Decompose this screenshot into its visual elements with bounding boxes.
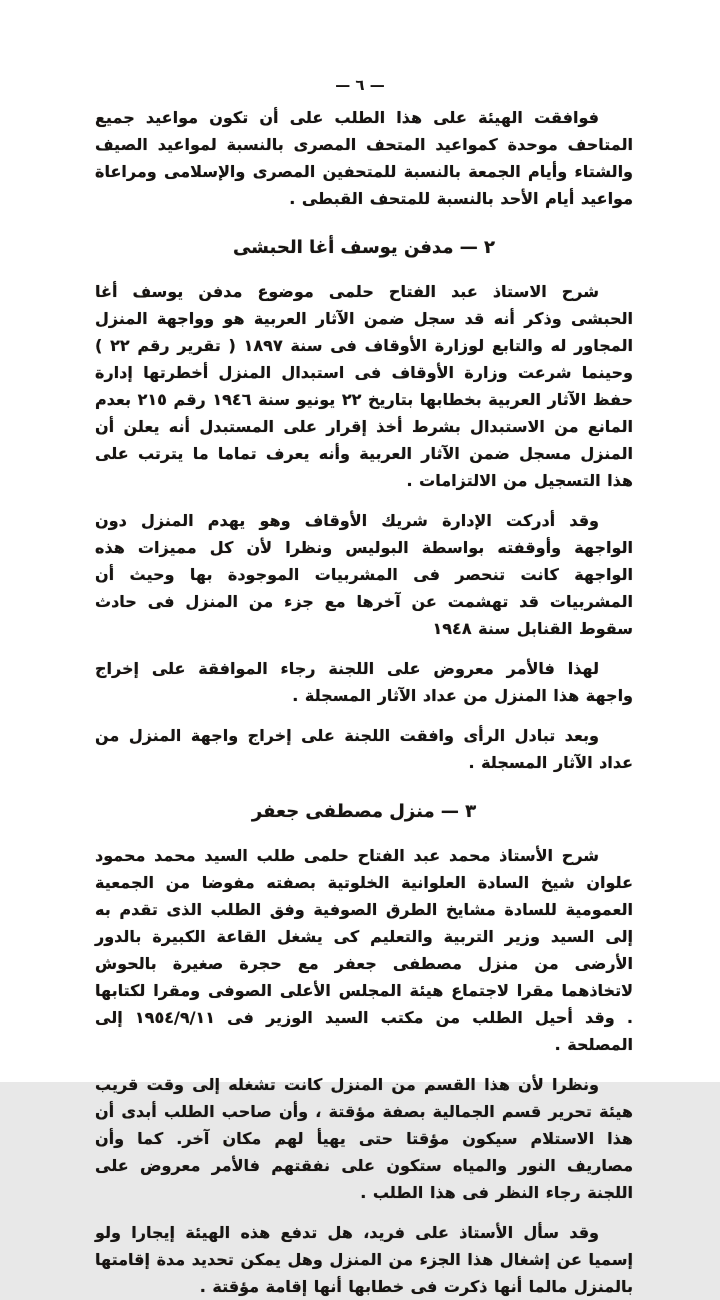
section-3-paragraph-2: ونظرا لأن هذا القسم من المنزل كانت تشغله إلى وقت قريب هيئة تحرير قسم الجمالية بصفة مؤقتة ، وأن صاحب الطلب أبدى أن هذا الاستلام سيكون مؤقتا حتى يهيأ لهم مكان آخر. كما وأن مصاريف النور والمياه ستكون على نفقتهم فالأمر معروض على اللجنة رجاء النظر فى هذا الطلب . (95, 1075, 633, 1202)
section-3-paragraph-3: وقد سأل الأستاذ على فريد، هل تدفع هذه الهيئة إيجارا ولو إسميا عن إشغال هذا الجزء من المنزل وهل يمكن تحديد مدة إقامتها بالمنزل مالما أنها ذكرت فى خطابها أنها إقامة مؤقتة . (95, 1223, 633, 1296)
page-number: — ٦ — (335, 76, 385, 94)
section-3-heading: ٣ — منزل مصطفى جعفر (251, 801, 477, 822)
section-2-heading: ٢ — مدفن يوسف أغا الحبشى (232, 237, 496, 258)
section-2-paragraph-2: وقد أدركت الإدارة شريك الأوقاف وهو يهدم المنزل دون الواجهة وأوقفته بواسطة البوليس ونظرا لأن كل مميزات هذه الواجهة كانت تنحصر فى المشربيات الموجودة بها وحيث أن المشربيات قد تهشمت عن آخرها مع جزء من المنزل فى حادث سقوط القنابل سنة ١٩٤٨ (95, 511, 633, 638)
section-2-paragraph-1: شرح الاستاذ عبد الفتاح حلمى موضوع مدفن يوسف أغا الحبشى وذكر أنه قد سجل ضمن الآثار العربية هو وواجهة المنزل المجاور له والتابع لوزارة الأوقاف فى سنة ١٨٩٧ ( تقرير رقم ٢٢ ) وحينما شرعت وزارة الأوقاف فى استبدال المنزل أخطرتها إدارة حفظ الآثار العربية بخطابها بتاريخ ٢٢ يونيو سنة ١٩٤٦ رقم ٢١٥ بعدم المانع من الاستبدال بشرط أخذ إقرار على المستبدل أنه يعلن أن المنزل مسجل ضمن الآثار العربية وأنه يعرف تماما ما يترتب على هذا التسجيل من الالتزامات . (95, 282, 634, 490)
section-2-paragraph-4: وبعد تبادل الرأى وافقت اللجنة على إخراج واجهة المنزل من عداد الآثار المسجلة . (95, 726, 633, 772)
section-3-paragraph-1: شرح الأستاذ محمد عبد الفتاح حلمى طلب السيد محمد محمود علوان شيخ السادة العلوانية الخلوتية بصفته مفوضا من الجمعية العمومية للسادة مشايخ الطرق الصوفية وفق الطلب الذى تقدم به إلى السيد وزير التربية والتعليم كى يشغل القاعة الكبيرة بالدور الأرضى من منزل مصطفى جعفر مع حجرة صغيرة بالحوش لاتخاذهما مقرا لاجتماع هيئة المجلس الأعلى الصوفى ومقرا لكتابها . وقد أحيل الطلب من مكتب السيد الوزير فى ١٩٥٤/٩/١١ إلى المصلحة . (95, 846, 633, 1054)
document-body (0, 104, 720, 1300)
intro-paragraph: فوافقت الهيئة على هذا الطلب على أن تكون مواعيد جميع المتاحف موحدة كمواعيد المتحف المصرى بالنسبة لمواعيد الصيف والشتاء وأيام الجمعة بالنسبة للمتحفين المصرى والإسلامى ومراعاة مواعيد أيام الأحد بالنسبة للمتحف القبطى . (95, 108, 633, 208)
section-2-paragraph-3: لهذا فالأمر معروض على اللجنة رجاء الموافقة على إخراج واجهة هذا المنزل من عداد الآثار المسجلة . (95, 659, 633, 705)
